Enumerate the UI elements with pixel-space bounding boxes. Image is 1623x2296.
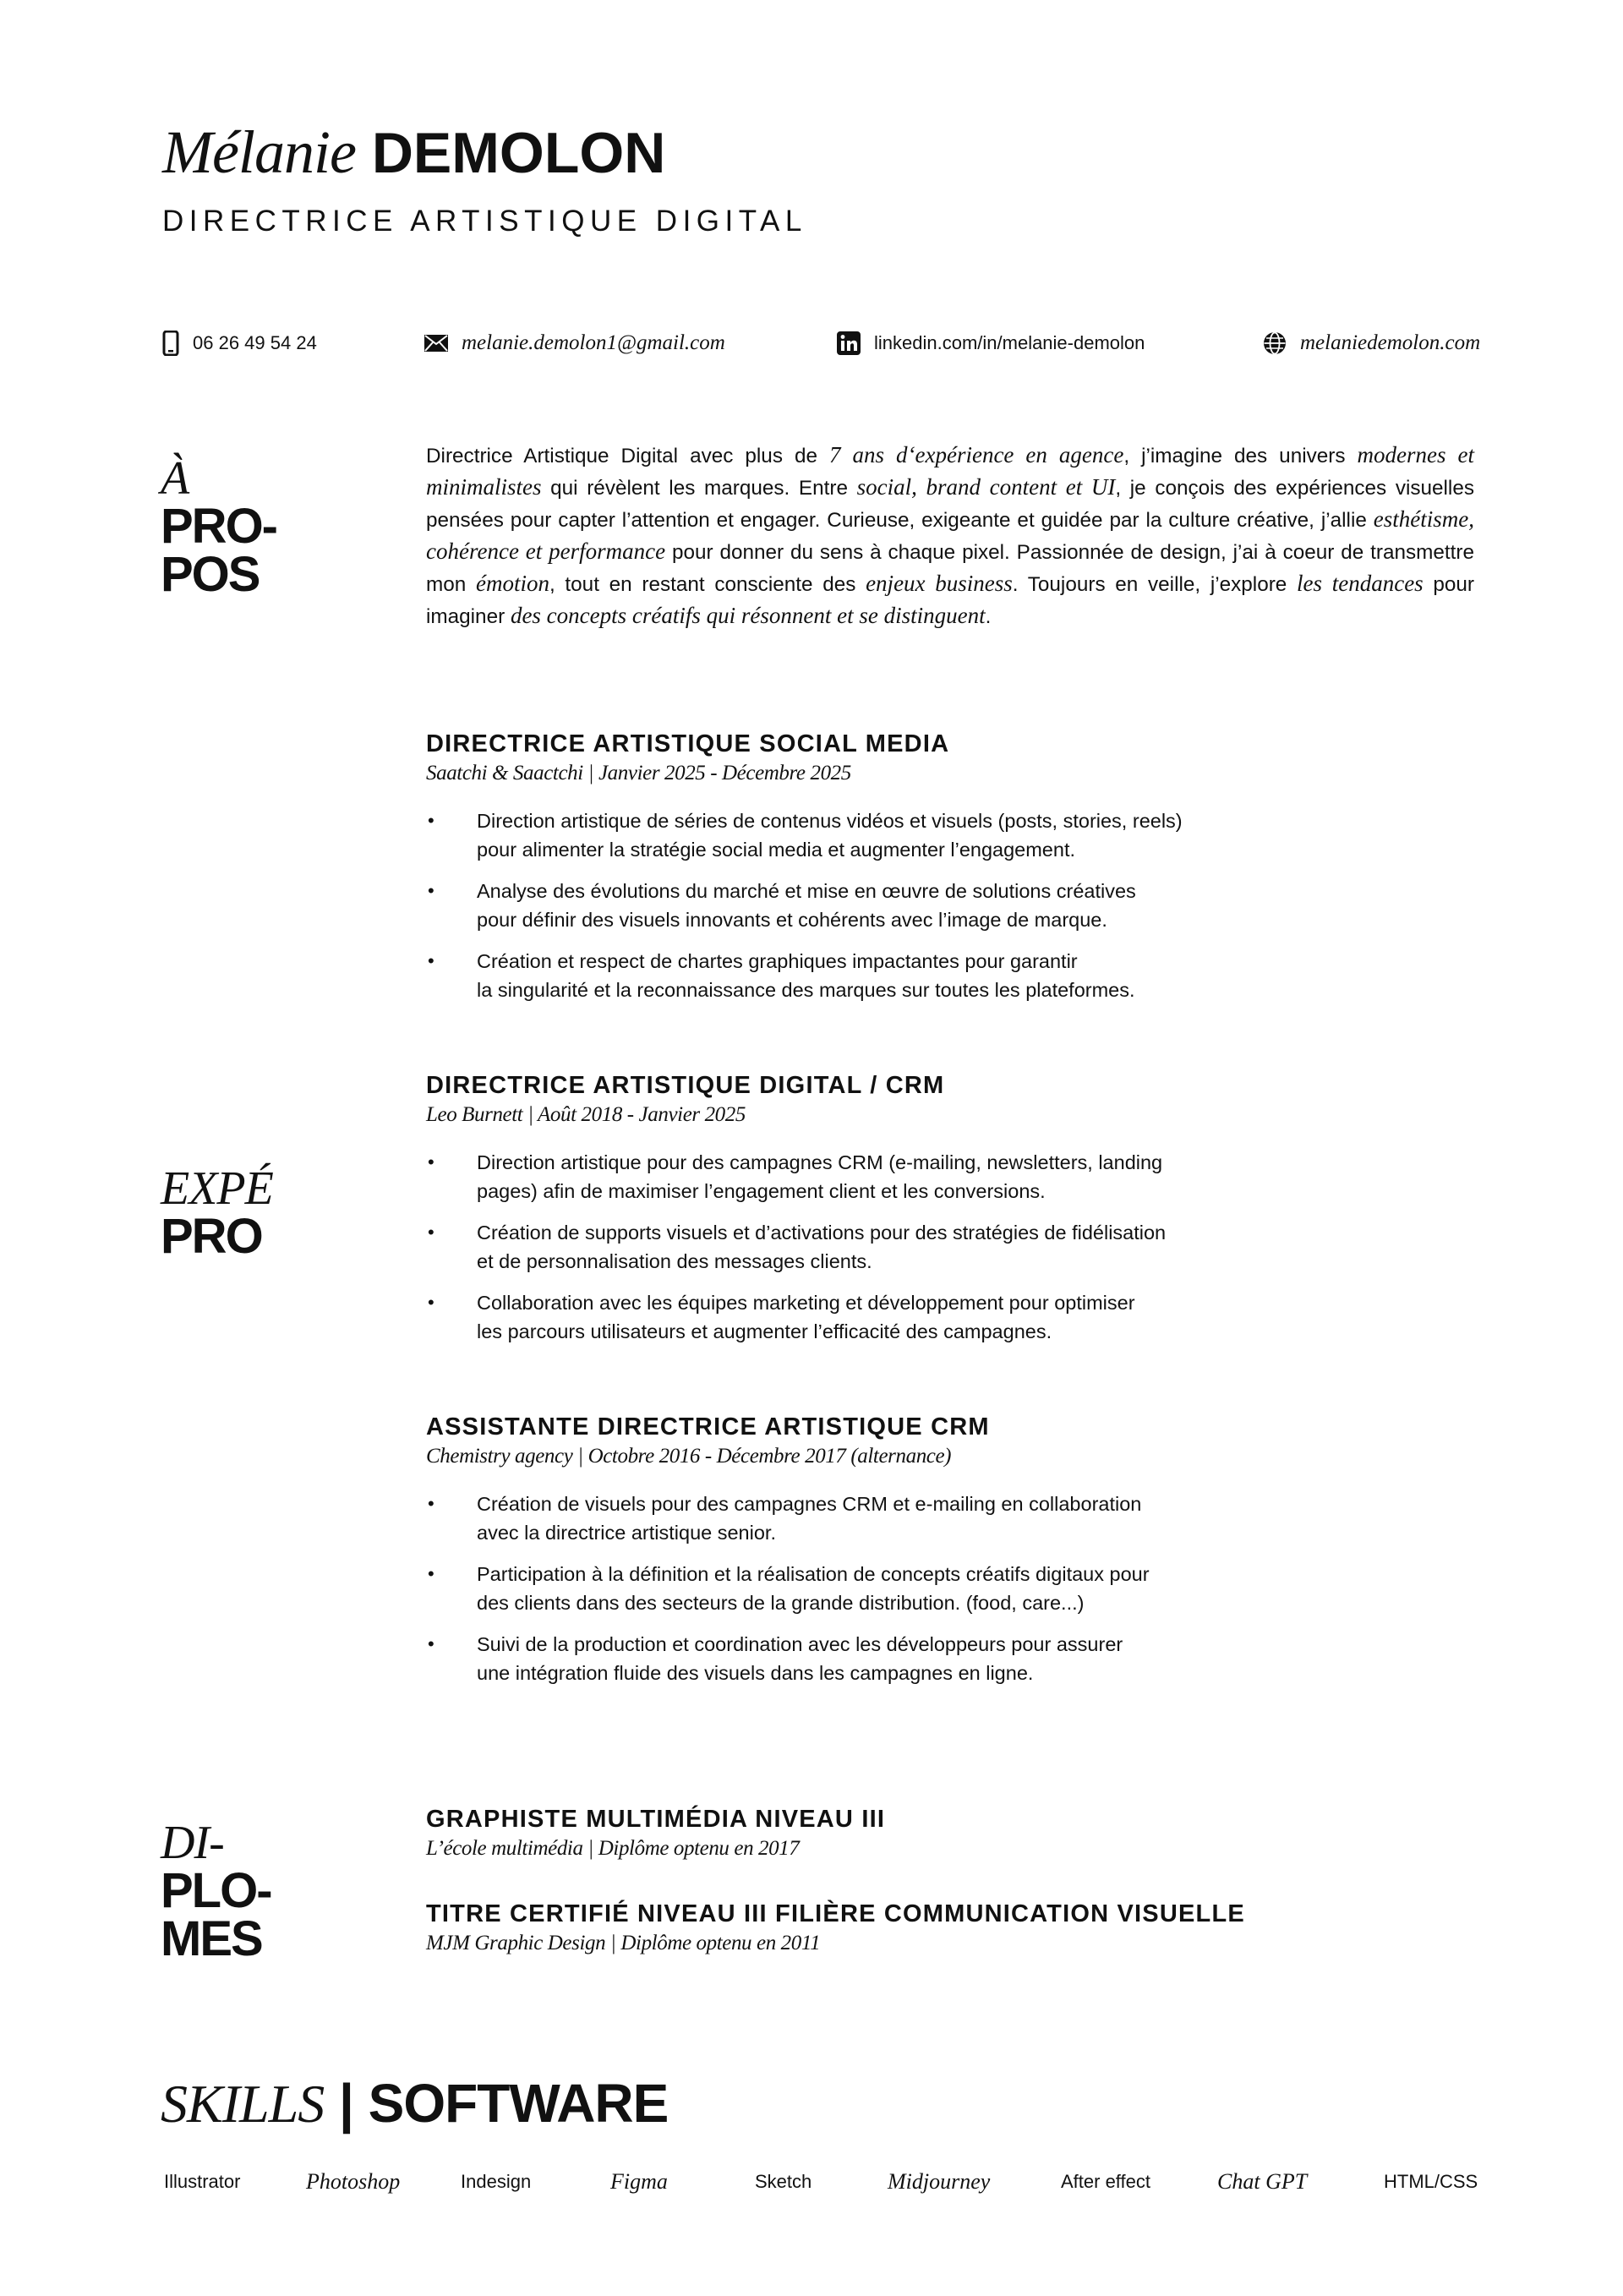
section-title-skills [161,2069,668,2138]
diploma-meta: MJM Graphic Design | Diplôme optenu en 2011 [426,1932,821,1954]
about-text: pour imaginer [426,573,1475,628]
bullet-text: Analyse des évolutions du marché et mise en œuvre de solutions créatives [477,880,1136,902]
diploma-title: GRAPHISTE MULTIMÉDIA NIVEAU III [426,1806,886,1833]
skill-item: Midjourney [888,2169,991,2194]
about-text: Directrice Artistique Digital avec plus de [426,445,829,467]
diplomas-title-line1: PLO- [161,1863,271,1918]
skill-item: After effect [1061,2171,1150,2192]
job-entry [426,1070,1254,1358]
section-title-experience [161,1162,273,1264]
about-title-italic: À [161,452,189,505]
bullet-text: une intégration fluide des visuels dans les campagnes en ligne. [477,1662,1034,1684]
contact-linkedin[interactable] [837,326,1145,360]
full-name [162,118,665,187]
about-emphasis: modernes et minimalistes [426,442,1474,500]
job-title: DIRECTRICE ARTISTIQUE DIGITAL [162,205,807,238]
list-item [426,1560,1254,1617]
contact-email[interactable] [424,326,725,360]
skills-separator: | [338,2073,353,2134]
job-entry [426,1412,1254,1700]
about-title-line1: PRO- [161,499,276,554]
about-text: qui révèlent les marques. Entre [541,477,857,500]
skills-title-bold: SOFTWARE [368,2073,669,2134]
bullet-text: Direction artistique pour des campagnes CRM (e-mailing, newsletters, landing [477,1151,1163,1173]
email-link[interactable]: melanie.demolon1@gmail.com [462,331,725,354]
list-item [426,947,1254,1004]
bullet-text: Collaboration avec les équipes marketing et développement pour optimiser [477,1292,1135,1314]
section-title-diplomas [161,1817,271,1966]
about-text: pour donner du sens à chaque pixel. Passionnée de design, j’ai à coeur de transmettre mon [426,541,1474,596]
phone-icon [162,331,179,356]
diploma-title: TITRE CERTIFIÉ NIVEAU III FILIÈRE COMMUNICATION VISUELLE [426,1900,1245,1927]
about-emphasis: émotion [475,571,549,596]
bullet-text: Création de visuels pour des campagnes CRM et e-mailing en collaboration [477,1493,1142,1515]
bullet: • [428,1563,434,1584]
job-entry [426,729,1254,1017]
job-bullets [426,806,1254,1004]
bullet-text: pour définir des visuels innovants et cohérents avec l’image de marque. [477,909,1107,931]
bullet-text: Création de supports visuels et d’activations pour des stratégies de fidélisation [477,1222,1167,1244]
bullet-text: Direction artistique de séries de contenus vidéos et visuels (posts, stories, reels) [477,810,1183,832]
bullet: • [428,810,434,831]
bullet: • [428,1151,434,1173]
bullet-text: pour alimenter la stratégie social media et augmenter l’engagement. [477,839,1076,861]
bullet-text: les parcours utilisateurs et augmenter l’efficacité des campagnes. [477,1320,1052,1342]
about-text: . [985,605,992,628]
skill-item: HTML/CSS [1384,2171,1478,2192]
skill-item: Illustrator [164,2171,241,2192]
job-title: DIRECTRICE ARTISTIQUE DIGITAL / CRM [426,1072,945,1099]
mail-icon [424,335,448,352]
bullet-text: Participation à la définition et la réalisation de concepts créatifs digitaux pour [477,1563,1150,1585]
list-item [426,877,1254,934]
bullet-text: Création et respect de chartes graphiques impactantes pour garantir [477,950,1078,972]
last-name: DEMOLON [371,121,666,185]
list-item [426,1288,1254,1346]
skill-item: Figma [610,2169,668,2194]
bullet-text: des clients dans des secteurs de la grande distribution. (food, care...) [477,1592,1085,1614]
job-title: DIRECTRICE ARTISTIQUE SOCIAL MEDIA [426,730,950,757]
list-item [426,1218,1254,1276]
experience-title-bold: PRO [161,1209,262,1264]
about-title-line2: POS [161,547,260,602]
linkedin-link[interactable]: linkedin.com/in/melanie-demolon [874,332,1145,353]
skill-item: Chat GPT [1217,2169,1308,2194]
about-emphasis: social, brand content et UI [856,474,1116,500]
about-emphasis: esthétisme, cohérence et performance [426,506,1474,564]
job-bullets [426,1148,1254,1346]
about-emphasis: 7 ans d‘expérience en agence [829,442,1124,467]
job-bullets [426,1490,1254,1687]
list-item [426,1630,1254,1687]
list-item [426,1148,1254,1205]
bullet: • [428,1633,434,1654]
job-title: ASSISTANTE DIRECTRICE ARTISTIQUE CRM [426,1413,990,1440]
skill-item: Indesign [461,2171,532,2192]
bullet: • [428,1493,434,1514]
linkedin-icon [837,331,861,355]
diplomas-title-italic: DI- [161,1817,224,1869]
job-meta: Chemistry agency | Octobre 2016 - Décembre 2017 (alternance) [426,1445,952,1468]
bullet-text: avec la directrice artistique senior. [477,1522,776,1544]
about-paragraph [426,440,1474,632]
bullet-text: pages) afin de maximiser l’engagement client et les conversions. [477,1180,1046,1202]
about-text: , tout en restant consciente des [549,573,866,596]
skills-title-italic: SKILLS [161,2074,325,2134]
diploma-entry [426,1804,885,1863]
about-emphasis: les tendances [1297,571,1424,596]
about-text: . Toujours en veille, j’explore [1012,573,1298,596]
contact-phone [162,326,317,360]
first-name: Mélanie [162,118,356,186]
about-text: , je conçois des expériences visuelles pensées pour capter l’attention et engager. Curieuse, exigeante et guidée par la culture créative, j’allie [426,477,1474,532]
website-link[interactable]: melaniedemolon.com [1300,331,1481,354]
list-item [426,1490,1254,1547]
diplomas-title-line2: MES [161,1911,262,1966]
diploma-meta: L’école multimédia | Diplôme optenu en 2017 [426,1837,800,1860]
globe-icon [1263,331,1287,355]
job-meta: Saatchi & Saactchi | Janvier 2025 - Décembre 2025 [426,762,851,784]
section-title-about [161,452,276,602]
phone-number: 06 26 49 54 24 [193,332,317,353]
skill-item: Photoshop [306,2169,401,2194]
bullet-text: la singularité et la reconnaissance des marques sur toutes les plateformes. [477,979,1135,1001]
bullet: • [428,1292,434,1313]
bullet: • [428,880,434,901]
bullet-text: Suivi de la production et coordination avec les développeurs pour assurer [477,1633,1123,1655]
diploma-entry [426,1899,1245,1958]
contact-website[interactable] [1263,326,1480,360]
bullet: • [428,1222,434,1243]
bullet-text: et de personnalisation des messages clients. [477,1250,872,1272]
job-meta: Leo Burnett | Août 2018 - Janvier 2025 [426,1103,746,1126]
list-item [426,806,1254,864]
about-emphasis: des concepts créatifs qui résonnent et se distinguent [510,603,986,628]
experience-title-italic: EXPÉ [161,1162,273,1215]
bullet: • [428,950,434,971]
about-emphasis: enjeux business [866,571,1013,596]
skill-item: Sketch [755,2171,812,2192]
about-text: , j’imagine des univers [1123,445,1358,467]
